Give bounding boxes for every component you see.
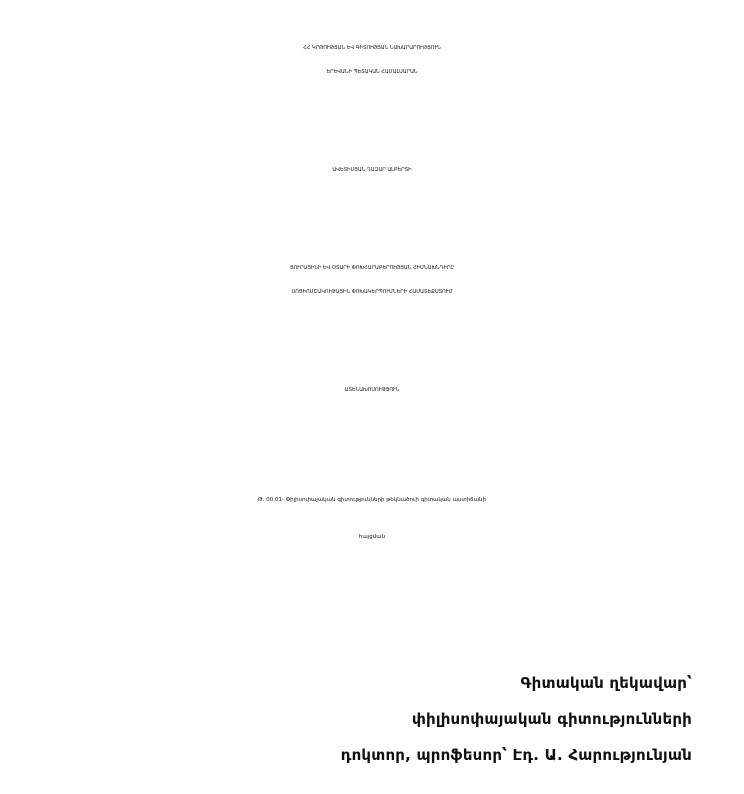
- author-name: ԱՎԵՏԻՍՅԱՆ ՂԱԶԱՐ ԱԼԲԵՐՏԻ: [332, 167, 412, 173]
- supervisor-label: Գիտական ղեկավար՝: [520, 674, 692, 692]
- thesis-title-line-2: ՍՈՑԻՈՄՇԱԿՈՒԹԱՅԻՆ ՓՈԽԱԿԵՐՊՈՒՄՆԵՐԻ ՀԱՄԱՏԵՔՍՏՈՒՄ: [291, 289, 453, 295]
- supervisor-field: փիլիսոփայական գիտությունների: [411, 710, 692, 728]
- thesis-title-line-1: ՅՈՒՐԱՅԻՆԻ ԵՎ ՕՏԱՐԻ ՓՈԽՀԱՐԱԲԵՐՈՒԹՅԱՆ ՀԻՄՆԱԽՆԴԻՐԸ: [289, 265, 455, 271]
- supervisor-name: դոկտոր, պրոֆեսոր՝ Էդ. Ա. Հարությունյան: [340, 746, 692, 764]
- university-heading: ԵՐԵՎԱՆԻ ՊԵՏԱԿԱՆ ՀԱՄԱԼՍԱՐԱՆ: [326, 69, 418, 75]
- document-type: ԱՏԵՆԱԽՈՍՈՒԹՅՈՒՆ: [344, 387, 400, 393]
- specialty-line-1: Թ. 00.01- Փիլիսոփայական գիտությունների թեկնածուի գիտական աստիճանի: [258, 497, 486, 503]
- specialty-line-2: հայցման: [358, 534, 386, 540]
- ministry-heading: ՀՀ ԿՐԹՈՒԹՅԱՆ ԵՎ ԳԻՏՈՒԹՅԱՆ ՆԱԽԱՐԱՐՈՒԹՅՈՒՆ: [303, 45, 441, 51]
